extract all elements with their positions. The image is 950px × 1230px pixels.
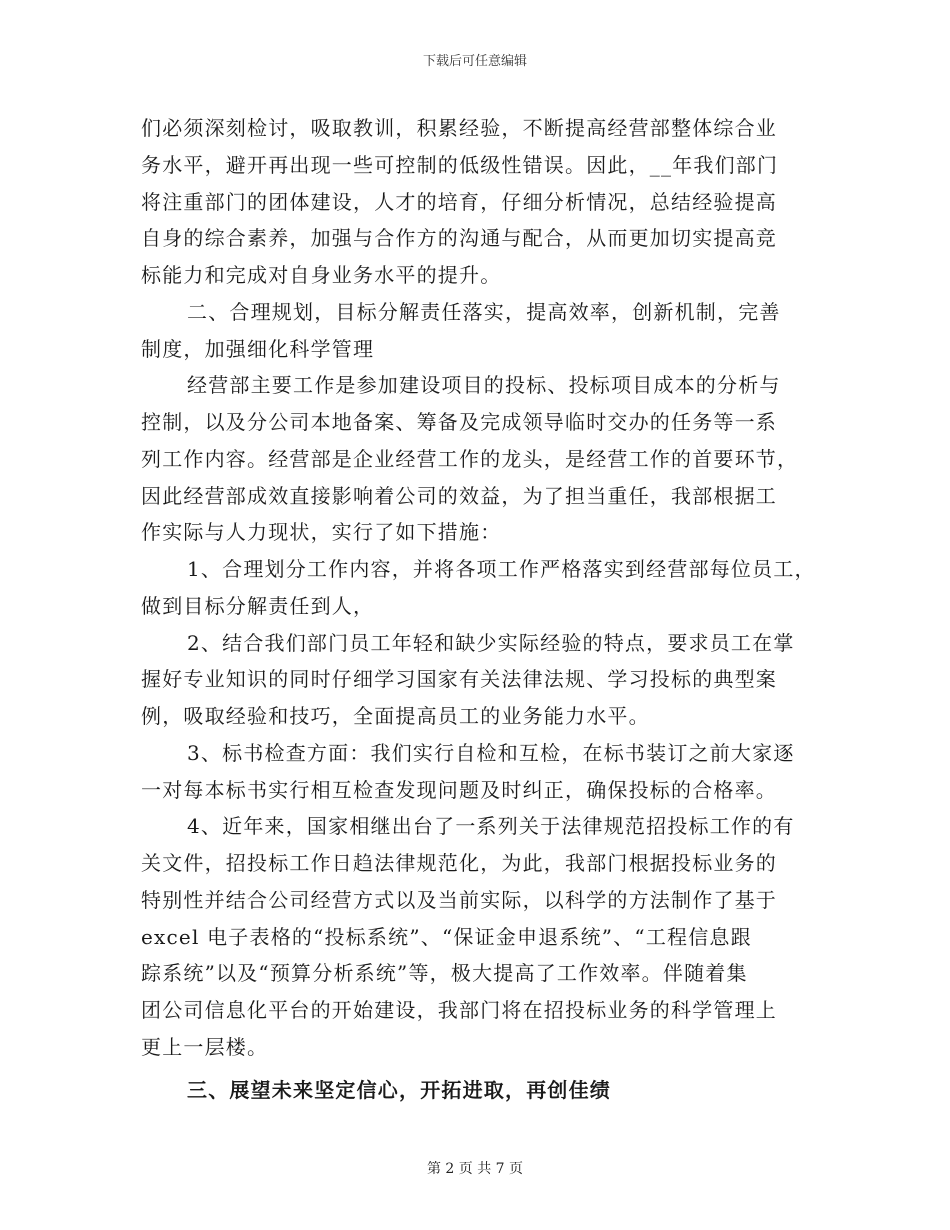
list-item-2-cont: 握好专业知识的同时仔细学习国家有关法律法规、学习投标的典型案 [141,667,777,692]
list-item-4-cont: 更上一层楼。 [141,1034,269,1059]
list-item-4-cont: 关文件，招投标工作日趋法律规范化，为此，我部门根据投标业务的 [141,851,777,875]
list-item-4-cont: excel 电子表格的“投标系统”、“保证金申退系统”、“工程信息跟 [141,924,752,949]
body-line: 自身的综合素养，加强与合作方的沟通与配合，从而更加切实提高竞 [141,226,777,251]
body-line: 将注重部门的团体建设，人才的培育，仔细分析情况，总结经验提高 [141,189,777,214]
list-item-4: 4、近年来，国家相继出台了一系列关于法律规范招投标工作的有 [187,814,795,839]
list-item-4-cont: 踪系统”以及“预算分析系统”等，极大提高了工作效率。伴随着集 [141,961,748,986]
section-heading-3: 三、展望未来坚定信心，开拓进取，再创佳绩 [187,1077,611,1102]
section-heading-2: 二、合理规划，目标分解责任落实，提高效率，创新机制，完善 [187,299,781,324]
list-item-2: 2、结合我们部门员工年轻和缺少实际经验的特点，要求员工在掌 [187,630,795,655]
list-item-2-cont: 例，吸取经验和技巧，全面提高员工的业务能力水平。 [141,704,650,728]
list-item-3-cont: 一对每本标书实行相互检查发现问题及时纠正，确保投标的合格率。 [141,777,777,802]
body-line: 作实际与人力现状，实行了如下措施： [141,520,502,545]
section-heading-2-cont: 制度，加强细化科学管理 [141,336,375,361]
list-item-1-cont: 做到目标分解责任到人， [141,593,375,618]
page-header: 下载后可任意编辑 [422,54,527,69]
list-item-3: 3、标书检查方面：我们实行自检和互检，在标书装订之前大家逐 [187,740,795,765]
list-item-1: 1、合理划分工作内容，并将各项工作严格落实到经营部每位员工， [187,557,816,581]
body-line: 因此经营部成效直接影响着公司的效益，为了担当重任，我部根据工 [141,483,777,508]
body-line: 标能力和完成对自身业务水平的提升。 [141,263,502,287]
body-line: 列工作内容。经营部是企业经营工作的龙头，是经营工作的首要环节， [141,446,799,471]
page-number: 第 2 页 共 7 页 [426,1161,524,1177]
list-item-4-cont: 特别性并结合公司经营方式以及当前实际，以科学的方法制作了基于 [141,887,777,912]
body-line: 们必须深刻检讨，吸取教训，积累经验，不断提高经营部整体综合业 [141,116,777,140]
list-item-4-cont: 团公司信息化平台的开始建设，我部门将在招投标业务的科学管理上 [141,998,777,1022]
document-body [141,110,816,1108]
body-line: 务水平，避开再出现一些可控制的低级性错误。因此，__年我们部门 [141,152,779,177]
body-line: 经营部主要工作是参加建设项目的投标、投标项目成本的分析与 [187,373,781,398]
body-line: 控制，以及分公司本地备案、筹备及完成领导临时交办的任务等一系 [141,410,777,434]
